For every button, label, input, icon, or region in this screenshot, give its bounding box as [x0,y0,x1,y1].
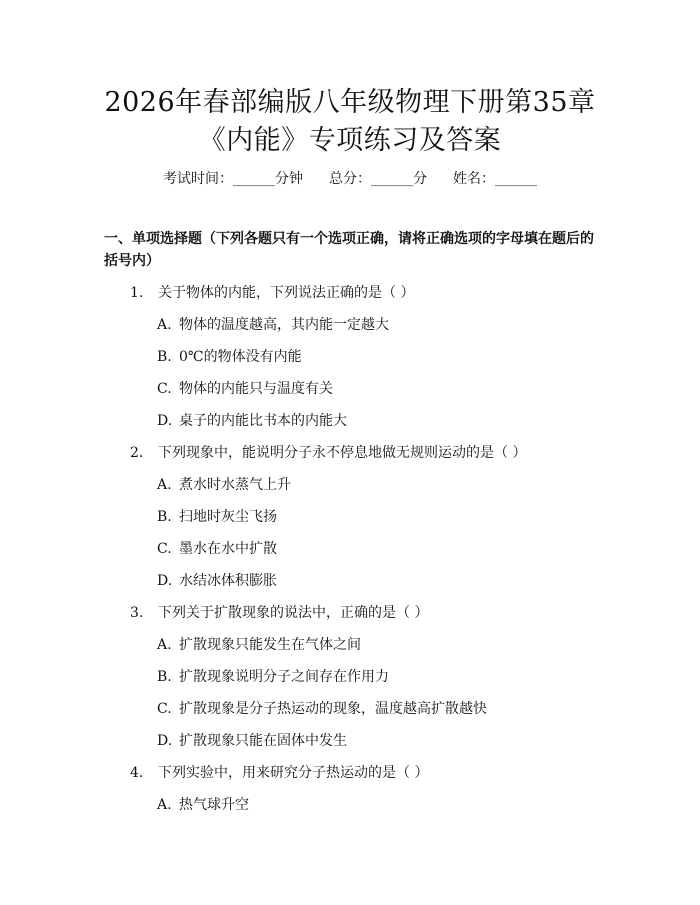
question-1-option-c [157,378,333,398]
option-text: 扩散现象说明分子之间存在作用力 [179,669,389,685]
question-text: 下列实验中，用来研究分子热运动的是（ ） [158,765,429,781]
option-letter: A. [157,477,172,493]
option-text: 扩散现象只能在固体中发生 [179,733,347,749]
option-letter: A. [157,797,172,813]
question-1 [130,282,414,302]
question-text: 关于物体的内能，下列说法正确的是（ ） [158,285,415,301]
option-text: 物体的内能只与温度有关 [179,381,333,397]
option-text: 0℃的物体没有内能 [179,349,302,365]
question-3-option-b [157,666,389,686]
question-2-option-b [157,506,277,526]
question-1-option-b [157,346,302,366]
question-3 [130,602,428,622]
question-4 [130,762,428,782]
option-text: 扫地时灰尘飞扬 [179,509,277,525]
question-4-option-a [157,794,249,814]
question-2 [130,442,526,462]
total-score-field: 总分：______分 [329,171,427,187]
option-text: 物体的温度越高，其内能一定越大 [179,317,389,333]
question-3-option-c [157,698,487,718]
option-letter: B. [157,509,172,525]
question-3-option-d [157,730,347,750]
question-number: 2. [130,445,144,461]
option-text: 扩散现象只能发生在气体之间 [179,637,361,653]
question-2-option-a [157,474,291,494]
option-letter: A. [157,637,172,653]
option-letter: C. [157,701,172,717]
option-letter: B. [157,669,172,685]
option-letter: A. [157,317,172,333]
question-2-option-d [157,570,277,590]
option-letter: C. [157,381,172,397]
page-title-line-1: 2026年春部编版八年级物理下册第35章 [104,87,596,118]
exam-time-field: 考试时间：______分钟 [163,171,303,187]
option-letter: C. [157,541,172,557]
question-1-option-d [157,410,347,430]
option-letter: D. [157,573,173,589]
question-text: 下列关于扩散现象的说法中，正确的是（ ） [158,605,429,621]
question-1-option-a [157,314,389,334]
option-text: 煮水时水蒸气上升 [179,477,291,493]
option-text: 墨水在水中扩散 [179,541,277,557]
option-text: 水结冰体积膨胀 [179,573,277,589]
option-text: 桌子的内能比书本的内能大 [179,413,347,429]
option-letter: D. [157,733,173,749]
option-text: 热气球升空 [179,797,249,813]
option-letter: B. [157,349,172,365]
option-letter: D. [157,413,173,429]
question-2-option-c [157,538,277,558]
question-3-option-a [157,634,361,654]
question-number: 4. [130,765,144,781]
section-heading-single-choice: 一、单项选择题（下列各题只有一个选项正确，请将正确选项的字母填在题后的括号内） [104,231,594,269]
question-number: 1. [130,285,144,301]
question-number: 3. [130,605,144,621]
student-name-field: 姓名：______ [453,171,537,187]
option-text: 扩散现象是分子热运动的现象，温度越高扩散越快 [179,701,487,717]
page-title-line-2: 《内能》专项练习及答案 [198,125,502,156]
question-text: 下列现象中，能说明分子永不停息地做无规则运动的是（ ） [158,445,527,461]
exam-info-row [0,168,700,188]
